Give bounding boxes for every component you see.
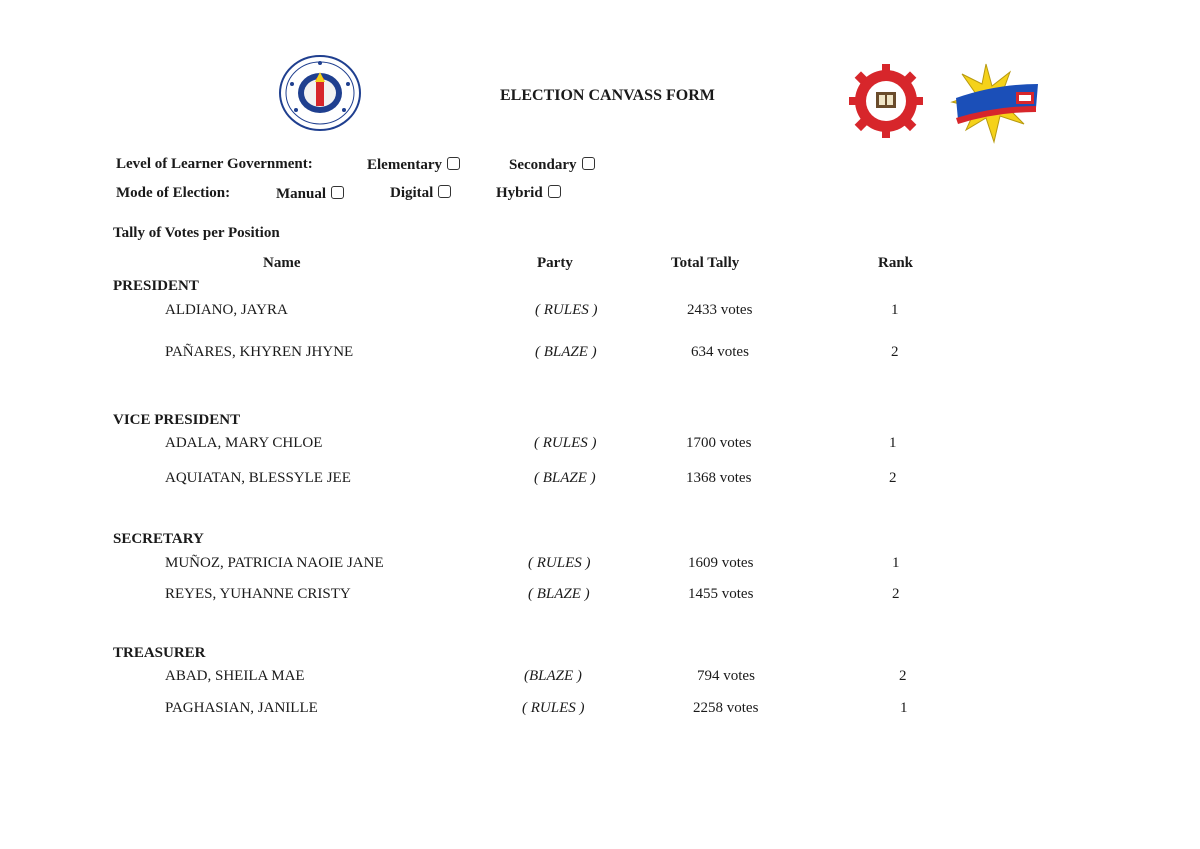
level-label: Level of Learner Government: xyxy=(116,156,313,172)
option-manual-label: Manual xyxy=(276,186,327,202)
manual-checkbox[interactable] xyxy=(331,186,344,199)
position-title-president: PRESIDENT xyxy=(113,278,199,294)
candidate-name: MUÑOZ, PATRICIA NAOIE JANE xyxy=(165,555,384,571)
form-title: ELECTION CANVASS FORM xyxy=(500,87,715,104)
option-hybrid[interactable] xyxy=(496,185,561,202)
option-secondary-label: Secondary xyxy=(509,157,577,173)
candidate-party: ( BLAZE ) xyxy=(534,470,596,486)
option-digital[interactable] xyxy=(390,185,451,202)
candidate-tally: 2258 votes xyxy=(693,700,759,716)
position-title-secretary: SECRETARY xyxy=(113,531,204,547)
option-digital-label: Digital xyxy=(390,185,434,201)
school-seal-icon xyxy=(846,64,926,138)
column-header-rank: Rank xyxy=(878,255,914,271)
candidate-rank: 2 xyxy=(892,586,900,602)
candidate-name: REYES, YUHANNE CRISTY xyxy=(165,586,351,602)
tally-section-title: Tally of Votes per Position xyxy=(113,225,280,241)
column-header-party: Party xyxy=(537,255,573,271)
candidate-rank: 1 xyxy=(889,435,897,451)
candidate-rank: 1 xyxy=(892,555,900,571)
position-title-vice-president: VICE PRESIDENT xyxy=(113,412,241,428)
candidate-tally: 1609 votes xyxy=(688,555,754,571)
candidate-rank: 1 xyxy=(900,700,908,716)
candidate-name: AQUIATAN, BLESSYLE JEE xyxy=(165,470,351,486)
candidate-rank: 2 xyxy=(891,344,899,360)
candidate-name: ALDIANO, JAYRA xyxy=(165,302,288,318)
candidate-party: ( BLAZE ) xyxy=(535,344,597,360)
candidate-party: ( RULES ) xyxy=(528,555,591,571)
candidate-tally: 1368 votes xyxy=(686,470,752,486)
candidate-tally: 2433 votes xyxy=(687,302,753,318)
candidate-name: ADALA, MARY CHLOE xyxy=(165,435,323,451)
sun-ribbon-logo-icon xyxy=(950,62,1042,144)
candidate-rank: 2 xyxy=(889,470,897,486)
option-manual[interactable] xyxy=(276,186,344,203)
option-elementary[interactable] xyxy=(367,157,460,174)
option-elementary-label: Elementary xyxy=(367,157,442,173)
hybrid-checkbox[interactable] xyxy=(548,185,561,198)
candidate-name: ABAD, SHEILA MAE xyxy=(165,668,305,684)
digital-checkbox[interactable] xyxy=(438,185,451,198)
option-secondary[interactable] xyxy=(509,157,595,174)
column-header-total-tally: Total Tally xyxy=(671,255,740,271)
candidate-rank: 2 xyxy=(899,668,907,684)
candidate-tally: 1700 votes xyxy=(686,435,752,451)
candidate-rank: 1 xyxy=(891,302,899,318)
candidate-party: ( RULES ) xyxy=(534,435,597,451)
mode-label: Mode of Election: xyxy=(116,185,231,201)
deped-seal-icon xyxy=(278,54,362,132)
column-header-name: Name xyxy=(263,255,301,271)
candidate-party: ( BLAZE ) xyxy=(528,586,590,602)
elementary-checkbox[interactable] xyxy=(447,157,460,170)
candidate-tally: 634 votes xyxy=(691,344,749,360)
candidate-party: (BLAZE ) xyxy=(524,668,582,684)
position-title-treasurer: TREASURER xyxy=(113,645,206,661)
option-hybrid-label: Hybrid xyxy=(496,185,543,201)
secondary-checkbox[interactable] xyxy=(582,157,595,170)
candidate-party: ( RULES ) xyxy=(522,700,585,716)
candidate-name: PAÑARES, KHYREN JHYNE xyxy=(165,344,354,360)
candidate-party: ( RULES ) xyxy=(535,302,598,318)
candidate-tally: 1455 votes xyxy=(688,586,754,602)
candidate-name: PAGHASIAN, JANILLE xyxy=(165,700,318,716)
candidate-tally: 794 votes xyxy=(697,668,755,684)
